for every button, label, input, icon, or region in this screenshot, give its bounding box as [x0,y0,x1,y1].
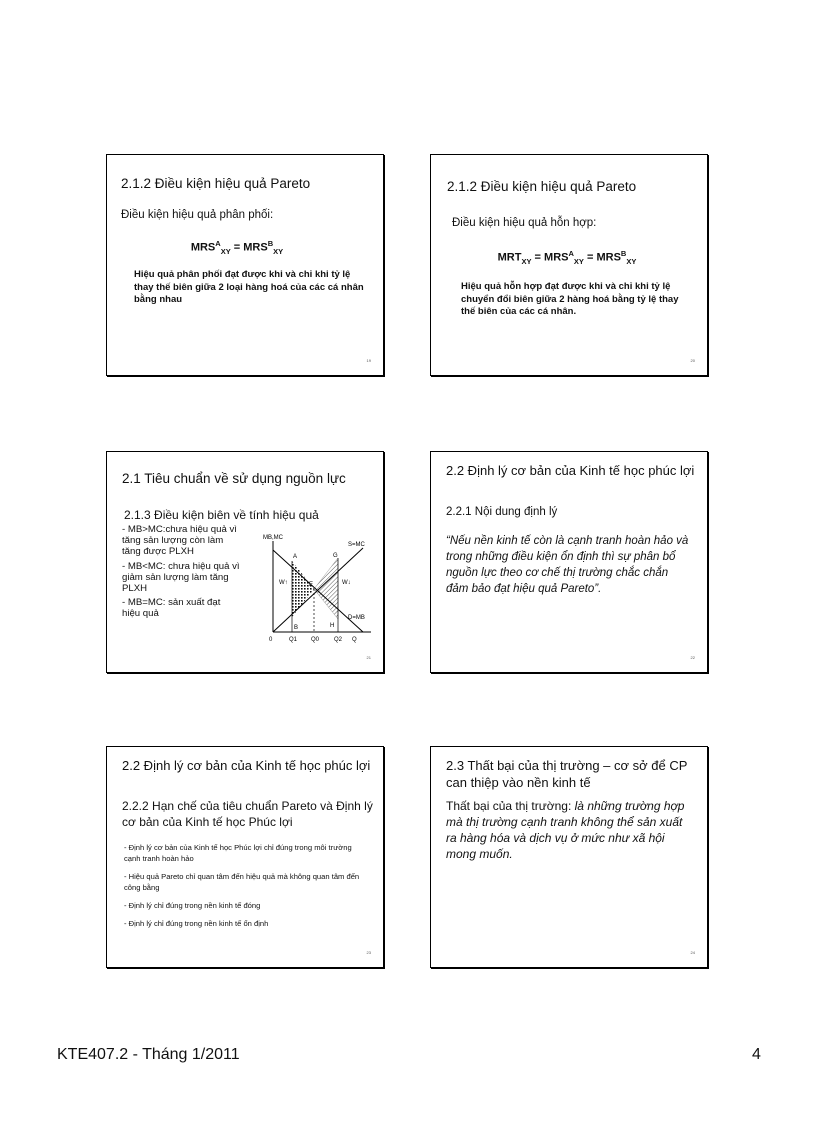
slide-number: 20 [690,358,695,363]
formula-sup: B [620,249,627,258]
list-item: - Định lý chỉ đúng trong nền kinh tế đóng [124,901,261,910]
formula-eq: = [583,251,597,264]
formula-sup: B [267,239,274,248]
slide-number: 22 [690,655,695,660]
welfare-gain-area [292,561,314,617]
welfare-gain-label: W↑ [279,580,288,586]
formula-sup: A [215,239,221,248]
point-label-h: H [330,623,335,629]
point-label-e: E [309,582,314,588]
definition-text [446,798,694,862]
slide-22 [430,451,708,673]
supply-label: S=MC [348,542,365,548]
list-item: - MB>MC:chưa hiệu quả vì tăng sản lượng còn làm tăng được PLXH [122,524,237,558]
point-label-a: A [293,554,298,560]
formula-sub: XY [521,256,532,266]
bullet-list [122,524,240,623]
formula-term: MRS [596,251,621,264]
slide-title: 2.2 Định lý cơ bản của Kinh tế học phúc lợi [446,463,695,478]
definition-body: là những trường hợp mà thị trường cạnh tranh không thể sản xuất ra hàng hóa và dịch vụ ở mức như xã hội mong muốn. [446,799,685,861]
page-number: 4 [752,1046,761,1063]
slide-title: 2.1.2 Điều kiện hiệu quả Pareto [447,179,637,194]
demand-label: D=MB [348,615,365,621]
slide-note: Hiệu quả phân phối đạt được khi và chỉ khi tỷ lệ thay thế biên giữa 2 loại hàng hoá của các cá nhân bằng nhau [134,269,364,305]
list-item: - MB<MC: chưa hiệu quả vì giảm sản lượng làm tăng PLXH [122,560,240,595]
formula-term: MRT [497,251,522,264]
formula-sub: XY [573,256,584,266]
point-label-b: B [294,625,299,631]
formula-sub: XY [220,246,231,256]
theorem-quote: “Nếu nền kinh tế còn là cạnh tranh hoàn hảo và trong những điều kiện ổn định thì sự phân bổ nguồn lực theo cơ chế thị trường chắc chắn đảm bảo đạt hiệu quả Pareto”. [446,535,689,595]
slide-title: 2.2 Định lý cơ bản của Kinh tế học phúc lợi [122,758,371,773]
bullet-list [124,842,369,936]
formula-term: MRS [544,251,569,264]
slide-subtitle: 2.2.1 Nội dung định lý [446,506,558,518]
footer-course-label: KTE407.2 - Tháng 1/2011 [57,1046,240,1063]
x-tick-label: Q1 [289,637,298,643]
list-item: - Định lý cơ bản của Kinh tế học Phúc lợi chỉ đúng trong môi trường cạnh tranh hoàn hảo [124,843,352,863]
formula [431,249,703,266]
welfare-loss-label: W↓ [342,580,351,586]
formula-sub: XY [273,246,284,256]
x-tick-label: Q [352,637,357,643]
welfare-graph [259,528,379,646]
slide-title: 2.1.2 Điều kiện hiệu quả Pareto [121,176,311,191]
slide-title: 2.3 Thất bại của thị trường – cơ sở để CP can thiệp vào nền kinh tế [446,758,688,790]
list-item: - Định lý chỉ đúng trong nền kinh tế ổn định [124,919,269,928]
point-label-g: G [333,553,338,559]
slide-title: 2.1 Tiêu chuẩn về sử dụng nguồn lực [122,471,346,486]
slide-subtitle: 2.2.2 Hạn chế của tiêu chuẩn Pareto và Định lý cơ bản của Kinh tế học Phúc lợi [122,799,373,829]
formula [107,239,367,256]
definition-lead: Thất bại của thị trường: [446,799,575,813]
slide-number: 21 [366,655,371,660]
slide-20 [430,154,708,376]
formula-term: MRS [243,241,268,254]
slide-subtitle: 2.1.3 Điều kiện biên về tính hiệu quả [124,508,319,522]
formula-sup: A [568,249,574,258]
slide-number: 24 [690,950,695,955]
list-item: - MB=MC: sản xuất đạt hiệu quả [122,597,221,620]
formula-eq: = [230,241,244,254]
slide-number: 19 [366,358,371,363]
formula-sub: XY [626,256,637,266]
slide-subtitle: Điều kiện hiệu quả phân phối: [121,209,274,221]
slide-number: 23 [366,950,371,955]
slide-19 [106,154,384,376]
y-axis-label: MB,MC [263,535,283,541]
slide-subtitle: Điều kiện hiệu quả hỗn hợp: [452,217,597,229]
x-tick-label: Q2 [334,637,343,643]
slide-note: Hiệu quả hỗn hợp đạt được khi và chỉ khi tỷ lệ chuyển đổi biên giữa 2 hàng hoá bằng tỷ lệ thay thế biên của các cá nhân. [461,281,679,317]
list-item: - Hiệu quả Pareto chỉ quan tâm đến hiệu quả mà không quan tâm đến công bằng [124,872,360,892]
formula-eq: = [531,251,545,264]
x-tick-label: Q0 [311,637,320,643]
slide-24 [430,746,708,968]
slide-21 [106,451,384,673]
x-tick-label: 0 [269,637,273,643]
welfare-loss-area [314,558,338,619]
formula-term: MRS [190,241,216,254]
slide-23 [106,746,384,968]
